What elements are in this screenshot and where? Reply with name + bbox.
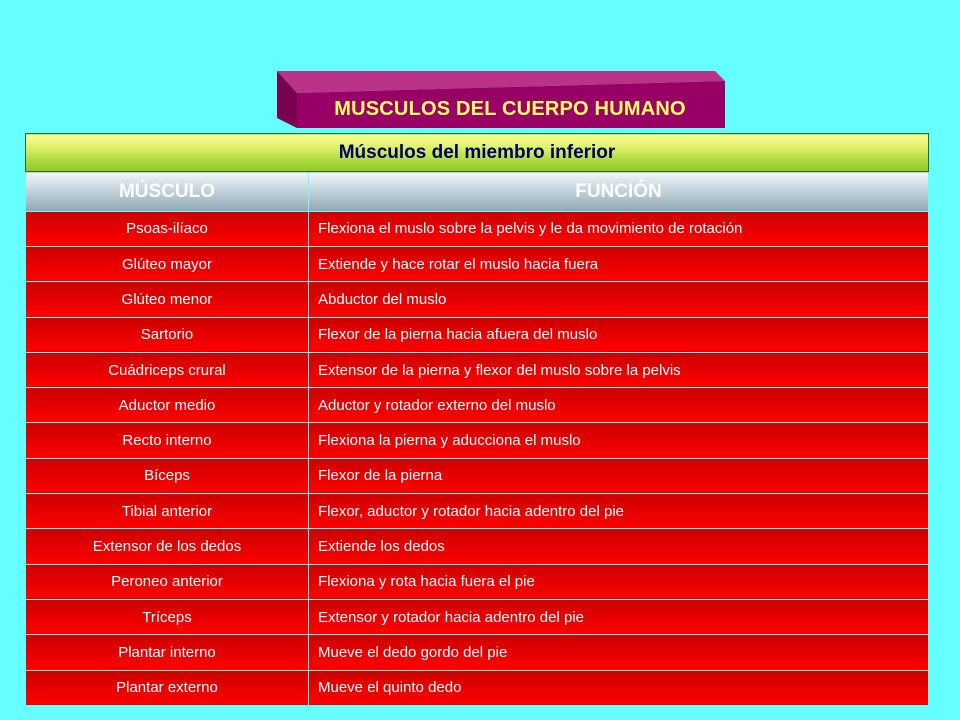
column-header-function: FUNCIÓN bbox=[309, 172, 929, 211]
muscle-function-cell: Flexor, aductor y rotador hacia adentro del pie bbox=[309, 494, 929, 529]
muscle-name-cell: Glúteo mayor bbox=[26, 246, 309, 281]
muscle-function-cell: Flexiona y rota hacia fuera el pie bbox=[309, 564, 929, 599]
muscle-name-cell: Sartorio bbox=[26, 317, 309, 352]
page-title: MUSCULOS DEL CUERPO HUMANO bbox=[334, 97, 686, 120]
table-row bbox=[26, 529, 929, 564]
muscle-name-cell: Psoas-ilíaco bbox=[26, 211, 309, 246]
muscle-function-cell: Extiende los dedos bbox=[309, 529, 929, 564]
table-header-row bbox=[26, 172, 929, 211]
table-caption: Músculos del miembro inferior bbox=[26, 134, 929, 172]
muscle-name-cell: Extensor de los dedos bbox=[26, 529, 309, 564]
muscle-name-cell: Cuádriceps crural bbox=[26, 352, 309, 387]
muscle-name-cell: Plantar interno bbox=[26, 635, 309, 670]
muscle-name-cell: Glúteo menor bbox=[26, 282, 309, 317]
muscle-table bbox=[25, 133, 929, 706]
table-row bbox=[26, 246, 929, 281]
muscle-name-cell: Tríceps bbox=[26, 599, 309, 634]
muscle-function-cell: Extiende y hace rotar el muslo hacia fuera bbox=[309, 246, 929, 281]
muscle-function-cell: Mueve el dedo gordo del pie bbox=[309, 635, 929, 670]
table-row bbox=[26, 317, 929, 352]
title-box bbox=[277, 71, 725, 128]
table-row bbox=[26, 282, 929, 317]
table-row bbox=[26, 388, 929, 423]
table-row bbox=[26, 635, 929, 670]
muscle-function-cell: Flexiona el muslo sobre la pelvis y le da movimiento de rotación bbox=[309, 211, 929, 246]
muscle-function-cell: Mueve el quinto dedo bbox=[309, 670, 929, 705]
muscle-name-cell: Bíceps bbox=[26, 458, 309, 493]
table-row bbox=[26, 564, 929, 599]
table-row bbox=[26, 211, 929, 246]
column-header-muscle: MÚSCULO bbox=[26, 172, 309, 211]
table-row bbox=[26, 352, 929, 387]
muscle-name-cell: Plantar externo bbox=[26, 670, 309, 705]
table-row bbox=[26, 458, 929, 493]
muscle-function-cell: Aductor y rotador externo del muslo bbox=[309, 388, 929, 423]
muscle-function-cell: Flexor de la pierna bbox=[309, 458, 929, 493]
muscle-function-cell: Extensor y rotador hacia adentro del pie bbox=[309, 599, 929, 634]
muscle-function-cell: Extensor de la pierna y flexor del muslo sobre la pelvis bbox=[309, 352, 929, 387]
table-row bbox=[26, 494, 929, 529]
muscle-function-cell: Flexiona la pierna y aducciona el muslo bbox=[309, 423, 929, 458]
muscle-name-cell: Peroneo anterior bbox=[26, 564, 309, 599]
muscle-name-cell: Recto interno bbox=[26, 423, 309, 458]
table-row bbox=[26, 423, 929, 458]
table-caption-row bbox=[26, 134, 929, 172]
table-row bbox=[26, 670, 929, 705]
muscle-name-cell: Aductor medio bbox=[26, 388, 309, 423]
muscle-function-cell: Abductor del muslo bbox=[309, 282, 929, 317]
table-row bbox=[26, 599, 929, 634]
muscle-function-cell: Flexor de la pierna hacia afuera del muslo bbox=[309, 317, 929, 352]
muscle-name-cell: Tibial anterior bbox=[26, 494, 309, 529]
